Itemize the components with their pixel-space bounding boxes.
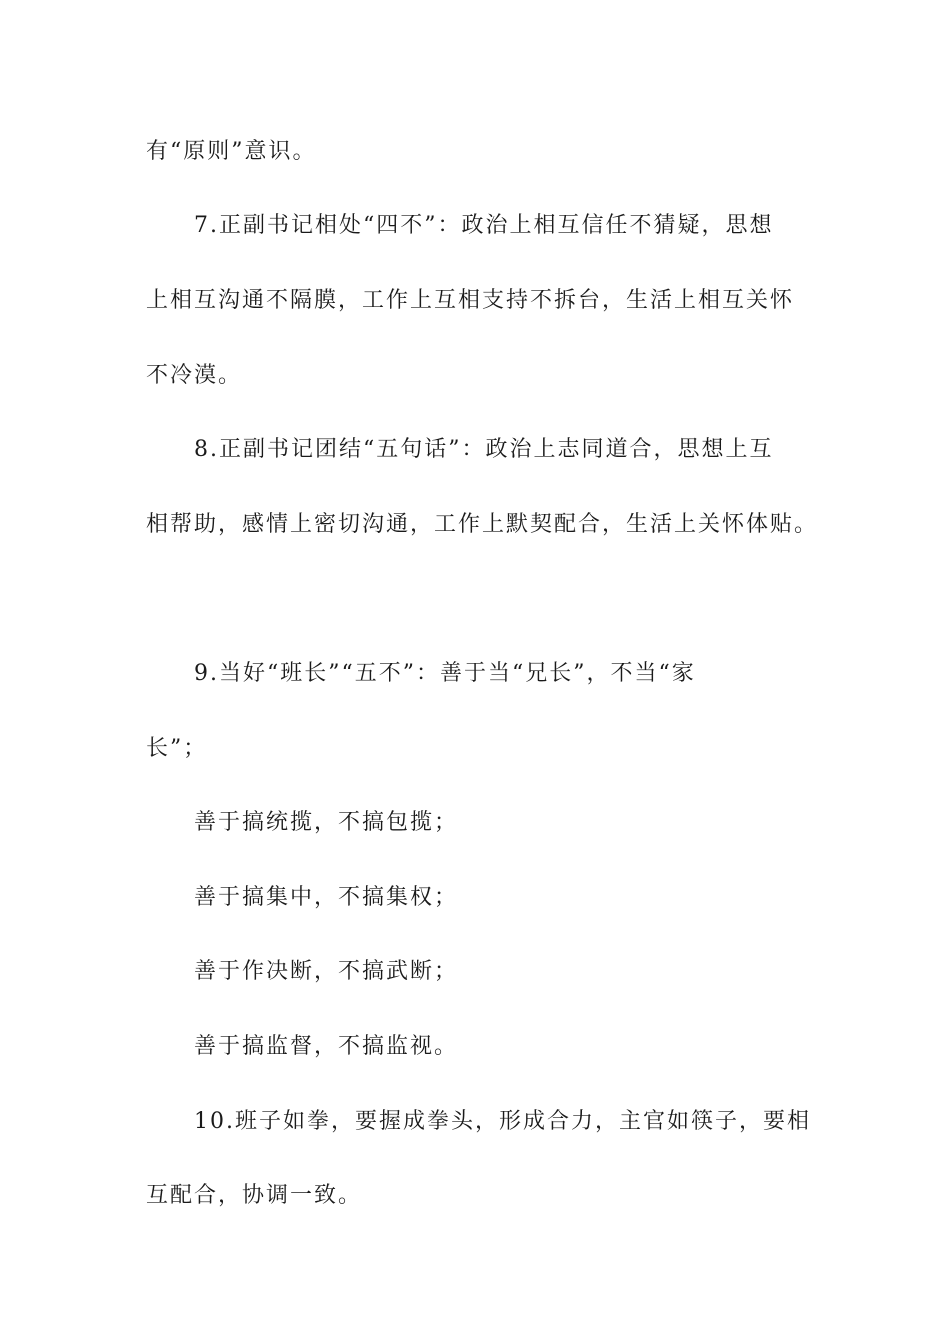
text-line: 善于作决断，不搞武断； — [194, 959, 459, 984]
text-line: 长”； — [146, 736, 208, 761]
text-line: 9.当好“班长”“五不”：善于当“兄长”，不当“家 — [194, 661, 696, 686]
text-line: 8.正副书记团结“五句话”：政治上志同道合，思想上互 — [194, 437, 774, 462]
text-line: 有“原则”意识。 — [146, 139, 317, 164]
text-line: 善于搞监督，不搞监视。 — [194, 1034, 459, 1059]
text-line: 善于搞集中，不搞集权； — [194, 885, 459, 910]
text-line: 7.正副书记相处“四不”：政治上相互信任不猜疑，思想 — [194, 213, 774, 238]
text-line: 善于搞统揽，不搞包揽； — [194, 810, 459, 835]
text-line: 互配合，协调一致。 — [146, 1183, 363, 1208]
text-line: 上相互沟通不隔膜，工作上互相支持不拆台，生活上相互关怀 — [146, 288, 795, 313]
text-line: 10.班子如拳，要握成拳头，形成合力，主官如筷子，要相 — [194, 1109, 811, 1134]
text-line: 不冷漠。 — [146, 363, 243, 388]
text-line: 相帮助，感情上密切沟通，工作上默契配合，生活上关怀体贴。 — [146, 512, 819, 537]
